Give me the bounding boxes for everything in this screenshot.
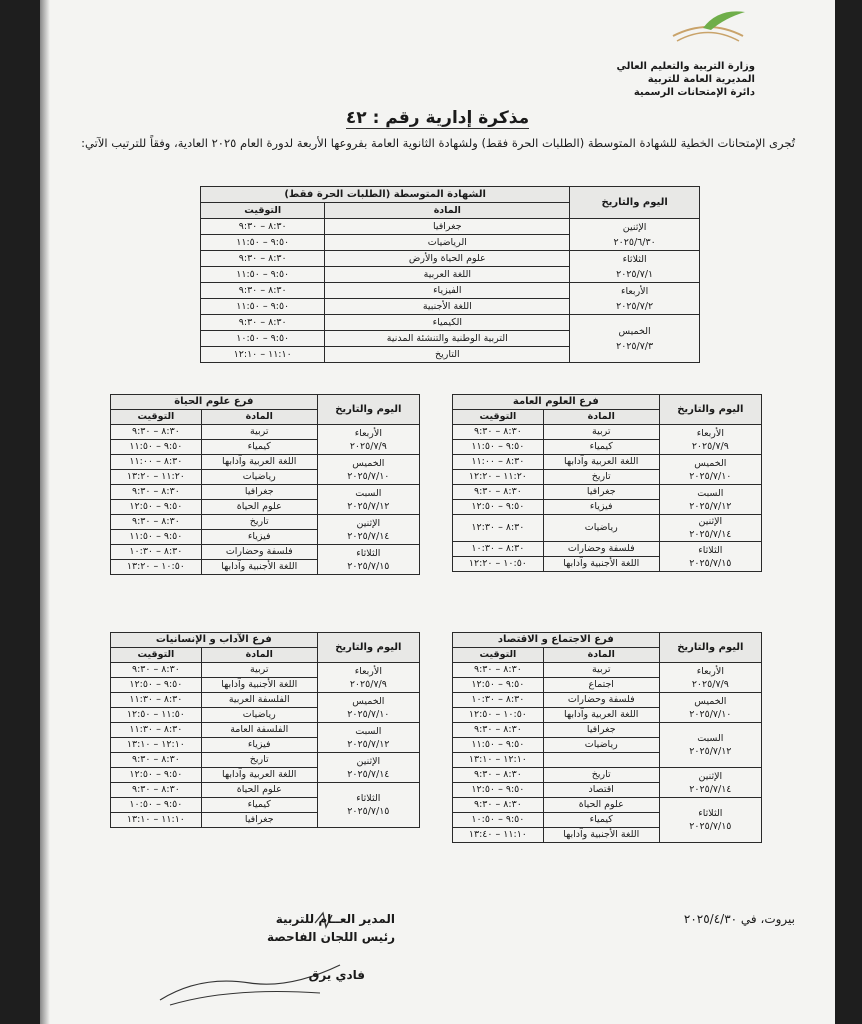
table-caption: فرع الآداب و الإنسانيات	[111, 633, 318, 648]
time-cell: ٩:٥٠ – ١٠:٥٠	[201, 331, 325, 347]
exam-date: ٢٠٢٥/٧/١٠	[689, 708, 732, 720]
ministry-header	[617, 60, 755, 99]
subject-cell: علوم الحياة	[201, 500, 317, 515]
subject-cell	[543, 753, 659, 768]
day-name: الإثنين	[698, 770, 723, 782]
exam-date: ٢٠٢٥/٧/١٤	[689, 529, 732, 540]
exam-date: ٢٠٢٥/٧/١٥	[689, 821, 732, 832]
time-cell: ١٠:٥٠ – ١٣:٢٠	[111, 560, 202, 575]
time-cell: ٩:٥٠ – ١٢:٥٠	[453, 678, 544, 693]
subject-cell: الفلسفة العربية	[201, 693, 317, 708]
time-cell: ٩:٥٠ – ١٠:٥٠	[111, 798, 202, 813]
general-sciences-table	[452, 394, 762, 572]
table-row	[111, 545, 420, 560]
day-date-cell	[659, 663, 761, 693]
subject-cell: اللغة الأجنبية وآدابها	[543, 557, 659, 572]
column-header-subject: المادة	[543, 648, 659, 663]
table-row	[201, 251, 700, 267]
exam-date: ٢٠٢٥/٧/١	[616, 268, 654, 280]
time-cell: ١١:١٠ – ١٣:٤٠	[453, 828, 544, 843]
ministry-logo-icon	[663, 8, 753, 48]
time-cell: ٩:٥٠ – ١١:٥٠	[453, 440, 544, 455]
memo-title: مذكرة إدارية رقم : ٤٢	[345, 108, 530, 128]
signature-title: المدير العــام للتربية	[275, 912, 395, 926]
subject-cell: اللغة الأجنبية وآدابها	[201, 678, 317, 693]
day-name: الإثنين	[698, 516, 723, 527]
subject-cell: جغرافيا	[325, 219, 570, 235]
subject-cell: تاريخ	[543, 470, 659, 485]
exam-date: ٢٠٢٥/٧/١٥	[689, 557, 732, 569]
intermediate-exam-table	[200, 186, 700, 363]
time-cell: ١٢:١٠ – ١٣:١٠	[111, 738, 202, 753]
day-name: الأربعاء	[696, 665, 724, 677]
day-name: الأربعاء	[696, 427, 724, 439]
day-date-cell	[659, 693, 761, 723]
day-name: الخميس	[352, 457, 385, 469]
time-cell: ٨:٣٠ – ٩:٣٠	[453, 425, 544, 440]
column-header-time: التوقيت	[453, 410, 544, 425]
table-row	[111, 515, 420, 530]
table-row	[111, 753, 420, 768]
day-date-cell	[317, 455, 419, 485]
time-cell: ١١:٢٠ – ١٣:٢٠	[111, 470, 202, 485]
day-date-cell	[659, 515, 761, 542]
time-cell: ٨:٣٠ – ٩:٣٠	[111, 425, 202, 440]
day-name: الخميس	[694, 695, 727, 707]
table-row	[111, 783, 420, 798]
subject-cell: كيمياء	[543, 440, 659, 455]
exam-date: ٢٠٢٥/٧/٩	[349, 678, 387, 690]
day-date-cell	[570, 251, 700, 283]
day-name: الإثنين	[356, 517, 381, 529]
time-cell: ٨:٣٠ – ٩:٣٠	[111, 485, 202, 500]
table-row	[201, 315, 700, 331]
time-cell: ٩:٥٠ – ١١:٥٠	[111, 440, 202, 455]
time-cell: ٨:٣٠ – ١٠:٣٠	[453, 542, 544, 557]
column-header-subject: المادة	[543, 410, 659, 425]
table-row	[453, 768, 762, 783]
time-cell: ٩:٥٠ – ١١:٥٠	[111, 530, 202, 545]
day-name: الخميس	[694, 457, 727, 469]
time-cell: ١١:١٠ – ١٢:١٠	[201, 347, 325, 363]
day-date-cell	[659, 425, 761, 455]
table-row	[111, 455, 420, 470]
table-row	[453, 455, 762, 470]
place-date: بيروت، في ٢٠٢٥/٤/٣٠	[683, 912, 795, 926]
header-line: وزارة التربية والتعليم العالي	[616, 61, 755, 72]
column-header-subject: المادة	[325, 203, 570, 219]
exam-date: ٢٠٢٥/٧/١٥	[347, 806, 390, 817]
time-cell: ٨:٣٠ – ١١:٠٠	[453, 455, 544, 470]
time-cell: ٩:٥٠ – ١٢:٥٠	[453, 500, 544, 515]
day-date-cell	[317, 515, 419, 545]
column-header-day: اليوم والتاريخ	[570, 187, 700, 219]
time-cell: ٩:٥٠ – ١١:٥٠	[201, 235, 325, 251]
subject-cell: تاريخ	[201, 753, 317, 768]
table-row	[453, 663, 762, 678]
subject-cell: فيزياء	[201, 738, 317, 753]
time-cell: ٨:٣٠ – ١٠:٣٠	[453, 693, 544, 708]
day-date-cell	[317, 663, 419, 693]
day-date-cell	[659, 798, 761, 843]
column-header-time: التوقيت	[201, 203, 325, 219]
subject-cell: علوم الحياة والأرض	[325, 251, 570, 267]
header-line: دائرة الإمتحانات الرسمية	[633, 87, 755, 98]
day-date-cell	[659, 542, 761, 572]
table-row	[453, 798, 762, 813]
day-name: السبت	[697, 733, 724, 744]
day-name: السبت	[355, 487, 382, 499]
exam-date: ٢٠٢٥/٧/٩	[691, 440, 729, 452]
day-date-cell	[317, 783, 419, 828]
life-sciences-table	[110, 394, 420, 575]
table-row	[111, 485, 420, 500]
subject-cell: جغرافيا	[201, 485, 317, 500]
day-date-cell	[317, 545, 419, 575]
day-date-cell	[317, 723, 419, 753]
day-name: الثلاثاء	[356, 793, 381, 804]
subject-cell: الفيزياء	[325, 283, 570, 299]
subject-cell: اللغة العربية وآدابها	[201, 768, 317, 783]
time-cell: ٨:٣٠ – ١١:٣٠	[111, 693, 202, 708]
subject-cell: اجتماع	[543, 678, 659, 693]
time-cell: ٩:٥٠ – ١١:٥٠	[201, 299, 325, 315]
time-cell: ١٠:٥٠ – ١٢:٥٠	[453, 708, 544, 723]
time-cell: ٨:٣٠ – ٩:٣٠	[453, 798, 544, 813]
table-caption: فرع العلوم العامة	[453, 395, 660, 410]
day-name: السبت	[697, 487, 724, 499]
day-date-cell	[570, 315, 700, 363]
exam-date: ٢٠٢٥/٧/١٢	[689, 500, 732, 512]
exam-date: ٢٠٢٥/٧/١٠	[347, 708, 390, 720]
time-cell: ٨:٣٠ – ٩:٣٠	[201, 251, 325, 267]
exam-date: ٢٠٢٥/٧/١٤	[689, 783, 732, 795]
time-cell: ٨:٣٠ – ٩:٣٠	[453, 485, 544, 500]
day-name: الإثنين	[622, 221, 647, 233]
subject-cell: جغرافيا	[201, 813, 317, 828]
subject-cell: كيمياء	[201, 440, 317, 455]
exam-date: ٢٠٢٥/٧/١٤	[347, 768, 390, 780]
time-cell: ٨:٣٠ – ٩:٣٠	[453, 768, 544, 783]
table-row	[453, 723, 762, 738]
day-date-cell	[659, 455, 761, 485]
day-date-cell	[317, 485, 419, 515]
day-date-cell	[570, 283, 700, 315]
column-header-subject: المادة	[201, 410, 317, 425]
table-row	[111, 663, 420, 678]
exam-date: ٢٠٢٥/٧/١٢	[347, 738, 390, 750]
subject-cell: اللغة الأجنبية وآدابها	[201, 560, 317, 575]
subject-cell: رياضيات	[201, 470, 317, 485]
column-header-day: اليوم والتاريخ	[659, 633, 761, 663]
signature-block	[155, 910, 395, 984]
day-name: الثلاثاء	[356, 547, 381, 559]
table-caption: فرع علوم الحياة	[111, 395, 318, 410]
day-name: الأربعاء	[354, 665, 382, 677]
day-name: الأربعاء	[620, 285, 649, 297]
subject-cell: علوم الحياة	[201, 783, 317, 798]
table-row	[111, 693, 420, 708]
table-row	[453, 515, 762, 542]
exam-date: ٢٠٢٥/٧/١٠	[347, 470, 390, 482]
column-header-day: اليوم والتاريخ	[317, 395, 419, 425]
day-name: الثلاثاء	[698, 808, 723, 819]
day-name: الخميس	[618, 325, 651, 337]
subject-cell: التاريخ	[325, 347, 570, 363]
time-cell: ٨:٣٠ – ١١:٠٠	[111, 455, 202, 470]
day-date-cell	[659, 768, 761, 798]
time-cell: ١١:٢٠ – ١٢:٢٠	[453, 470, 544, 485]
intro-paragraph: تُجرى الإمتحانات الخطية للشهادة المتوسطة (الطلبات الحرة فقط) ولشهادة الثانوية العامة بفروعها الأربعة لدورة العام ٢٠٢٥ العادية، وفقاً للترتيب الآتي:	[81, 136, 795, 150]
time-cell: ٩:٥٠ – ١٢:٥٠	[111, 768, 202, 783]
time-cell: ٨:٣٠ – ٩:٣٠	[111, 783, 202, 798]
signature-subtitle: رئيس اللجان الفاحصة	[266, 930, 395, 944]
exam-date: ٢٠٢٥/٧/١٥	[347, 560, 390, 572]
sociology-economics-table	[452, 632, 762, 843]
subject-cell: جغرافيا	[543, 723, 659, 738]
subject-cell: تاريخ	[543, 768, 659, 783]
humanities-table	[110, 632, 420, 828]
subject-cell: علوم الحياة	[543, 798, 659, 813]
time-cell: ٨:٣٠ – ١٢:٣٠	[453, 515, 544, 542]
exam-date: ٢٠٢٥/٦/٣٠	[613, 236, 656, 248]
day-date-cell	[659, 723, 761, 768]
day-date-cell	[317, 753, 419, 783]
subject-cell: اللغة العربية وآدابها	[543, 708, 659, 723]
column-header-time: التوقيت	[111, 410, 202, 425]
exam-date: ٢٠٢٥/٧/١٢	[347, 500, 390, 512]
day-name: الإثنين	[356, 755, 381, 767]
time-cell: ٨:٣٠ – ٩:٣٠	[111, 663, 202, 678]
subject-cell: تربية	[201, 663, 317, 678]
column-header-subject: المادة	[201, 648, 317, 663]
subject-cell: كيمياء	[201, 798, 317, 813]
column-header-time: التوقيت	[453, 648, 544, 663]
subject-cell: الكيمياء	[325, 315, 570, 331]
time-cell: ٩:٥٠ – ١٢:٥٠	[111, 500, 202, 515]
subject-cell: تاريخ	[201, 515, 317, 530]
subject-cell: التربية الوطنية والتنشئة المدنية	[325, 331, 570, 347]
column-header-day: اليوم والتاريخ	[317, 633, 419, 663]
subject-cell: جغرافيا	[543, 485, 659, 500]
day-name: الأربعاء	[354, 427, 382, 439]
subject-cell: رياضيات	[543, 738, 659, 753]
table-row	[111, 425, 420, 440]
table-row	[453, 542, 762, 557]
time-cell: ٨:٣٠ – ٩:٣٠	[201, 219, 325, 235]
exam-date: ٢٠٢٥/٧/١٤	[347, 530, 390, 542]
exam-date: ٢٠٢٥/٧/٩	[691, 678, 729, 690]
table-row	[111, 723, 420, 738]
subject-cell: اللغة العربية وآدابها	[543, 455, 659, 470]
subject-cell: الرياضيات	[325, 235, 570, 251]
time-cell: ٨:٣٠ – ١١:٣٠	[111, 723, 202, 738]
subject-cell: الفلسفة العامة	[201, 723, 317, 738]
table-caption: فرع الاجتماع و الاقتصاد	[453, 633, 660, 648]
time-cell: ٨:٣٠ – ٩:٣٠	[111, 515, 202, 530]
subject-cell: رياضيات	[201, 708, 317, 723]
subject-cell: فلسفة وحضارات	[543, 693, 659, 708]
subject-cell: اللغة العربية	[325, 267, 570, 283]
time-cell: ٩:٥٠ – ١٠:٥٠	[453, 813, 544, 828]
subject-cell: اللغة الأجنبية وآدابها	[543, 828, 659, 843]
exam-date: ٢٠٢٥/٧/١٠	[689, 470, 732, 482]
column-header-time: التوقيت	[111, 648, 202, 663]
subject-cell: فلسفة وحضارات	[201, 545, 317, 560]
table-row	[201, 283, 700, 299]
subject-cell: فيزياء	[543, 500, 659, 515]
signatory-name: فادي يرق	[308, 968, 365, 982]
subject-cell: تربية	[201, 425, 317, 440]
day-name: الثلاثاء	[698, 544, 723, 556]
time-cell: ٩:٥٠ – ١٢:٥٠	[453, 783, 544, 798]
subject-cell: تربية	[543, 663, 659, 678]
exam-date: ٢٠٢٥/٧/١٢	[689, 746, 732, 757]
time-cell: ٨:٣٠ – ١٠:٣٠	[111, 545, 202, 560]
time-cell: ٩:٥٠ – ١١:٥٠	[453, 738, 544, 753]
table-row	[453, 485, 762, 500]
day-date-cell	[317, 693, 419, 723]
table-row	[453, 693, 762, 708]
subject-cell: اللغة الأجنبية	[325, 299, 570, 315]
table-row	[453, 425, 762, 440]
subject-cell: فلسفة وحضارات	[543, 542, 659, 557]
day-date-cell	[659, 485, 761, 515]
day-date-cell	[317, 425, 419, 455]
day-date-cell	[570, 219, 700, 251]
day-name: الخميس	[352, 695, 385, 707]
exam-date: ٢٠٢٥/٧/٩	[349, 440, 387, 452]
time-cell: ٨:٣٠ – ٩:٣٠	[453, 663, 544, 678]
day-name: الثلاثاء	[622, 253, 647, 265]
subject-cell: فيزياء	[201, 530, 317, 545]
subject-cell: اقتصاد	[543, 783, 659, 798]
time-cell: ٨:٣٠ – ٩:٣٠	[111, 753, 202, 768]
time-cell: ١١:٥٠ – ١٢:٥٠	[111, 708, 202, 723]
time-cell: ١٢:١٠ – ١٣:١٠	[453, 753, 544, 768]
time-cell: ٨:٣٠ – ٩:٣٠	[201, 315, 325, 331]
table-row	[201, 219, 700, 235]
subject-cell: اللغة العربية وآدابها	[201, 455, 317, 470]
time-cell: ٩:٥٠ – ١٢:٥٠	[111, 678, 202, 693]
time-cell: ٨:٣٠ – ٩:٣٠	[201, 283, 325, 299]
day-name: السبت	[355, 725, 382, 737]
subject-cell: رياضيات	[543, 515, 659, 542]
subject-cell: تربية	[543, 425, 659, 440]
subject-cell: كيمياء	[543, 813, 659, 828]
header-line: المديرية العامة للتربية	[647, 74, 755, 85]
time-cell: ١١:١٠ – ١٣:١٠	[111, 813, 202, 828]
column-header-day: اليوم والتاريخ	[659, 395, 761, 425]
document-page	[40, 0, 835, 1024]
time-cell: ٩:٥٠ – ١١:٥٠	[201, 267, 325, 283]
time-cell: ٨:٣٠ – ٩:٣٠	[453, 723, 544, 738]
table-caption: الشهادة المتوسطة (الطلبات الحرة فقط)	[201, 187, 570, 203]
time-cell: ١٠:٥٠ – ١٢:٢٠	[453, 557, 544, 572]
exam-date: ٢٠٢٥/٧/٣	[616, 340, 654, 352]
exam-date: ٢٠٢٥/٧/٢	[616, 300, 654, 312]
